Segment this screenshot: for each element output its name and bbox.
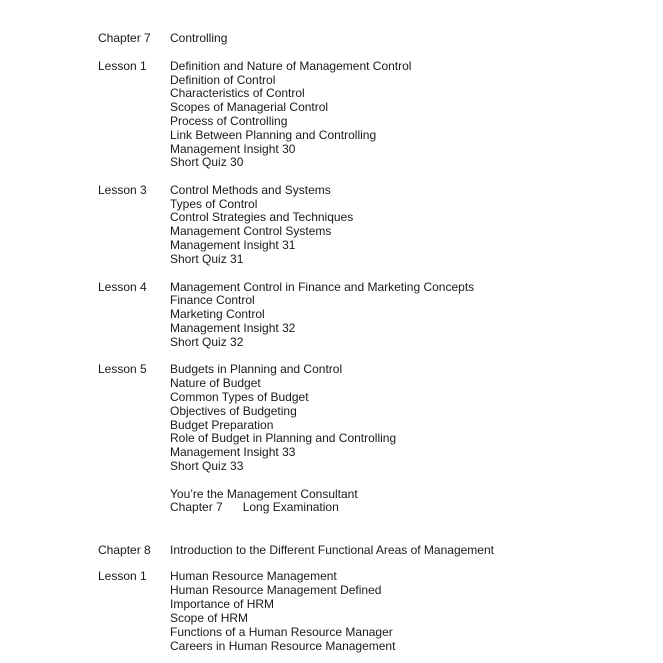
long-exam-title: Long Examination xyxy=(242,500,339,514)
lesson-item: Management Insight 30 xyxy=(170,142,296,156)
lesson-label: Lesson 4 xyxy=(98,280,147,294)
lesson-item: Management Control in Finance and Marketing Concepts xyxy=(170,280,475,294)
lesson-item: Management Insight 33 xyxy=(170,445,296,459)
lesson-item: Short Quiz 33 xyxy=(170,459,244,473)
lesson-item: Definition and Nature of Management Control xyxy=(170,59,412,73)
lesson-item: Short Quiz 32 xyxy=(170,335,244,349)
lesson-item: Management Insight 32 xyxy=(170,321,296,335)
lesson-item: Short Quiz 31 xyxy=(170,252,244,266)
long-exam-entry xyxy=(170,500,339,514)
lesson-item: Scope of HRM xyxy=(170,611,249,625)
chapter-8-label: Chapter 8 xyxy=(98,543,151,557)
lesson-item: Types of Control xyxy=(170,197,258,211)
lesson-item: Importance of HRM xyxy=(170,597,275,611)
lesson-item: Control Methods and Systems xyxy=(170,183,331,197)
lesson-item: Role of Budget in Planning and Controlling xyxy=(170,431,397,445)
lesson-item: Common Types of Budget xyxy=(170,390,309,404)
lesson-item: Budget Preparation xyxy=(170,418,274,432)
chapter-7-title: Controlling xyxy=(170,31,228,45)
lesson-item: Management Control Systems xyxy=(170,224,332,238)
lesson-item: Human Resource Management Defined xyxy=(170,583,382,597)
lesson-item: Careers in Human Resource Management xyxy=(170,639,396,653)
lesson-item: Characteristics of Control xyxy=(170,86,305,100)
lesson-item: Process of Controlling xyxy=(170,114,288,128)
chapter-8-title: Introduction to the Different Functional Areas of Management xyxy=(170,543,494,557)
consultant-entry: You’re the Management Consultant xyxy=(170,487,358,501)
lesson-item: Nature of Budget xyxy=(170,376,261,390)
lesson-item: Management Insight 31 xyxy=(170,238,296,252)
lesson-item: Budgets in Planning and Control xyxy=(170,362,343,376)
lesson-item: Control Strategies and Techniques xyxy=(170,210,354,224)
chapter-7-label: Chapter 7 xyxy=(98,31,151,45)
lesson-label: Lesson 1 xyxy=(98,569,147,583)
lesson-item: Functions of a Human Resource Manager xyxy=(170,625,393,639)
lesson-item: Scopes of Managerial Control xyxy=(170,100,329,114)
lesson-item: Finance Control xyxy=(170,293,255,307)
lesson-label: Lesson 5 xyxy=(98,362,147,376)
lesson-item: Human Resource Management xyxy=(170,569,337,583)
lesson-item: Objectives of Budgeting xyxy=(170,404,297,418)
lesson-label: Lesson 3 xyxy=(98,183,147,197)
lesson-item: Short Quiz 30 xyxy=(170,155,244,169)
lesson-label: Lesson 1 xyxy=(98,59,147,73)
lesson-item: Definition of Control xyxy=(170,73,276,87)
lesson-item: Marketing Control xyxy=(170,307,265,321)
long-exam-chapter: Chapter 7 xyxy=(170,500,223,514)
lesson-item: Link Between Planning and Controlling xyxy=(170,128,377,142)
